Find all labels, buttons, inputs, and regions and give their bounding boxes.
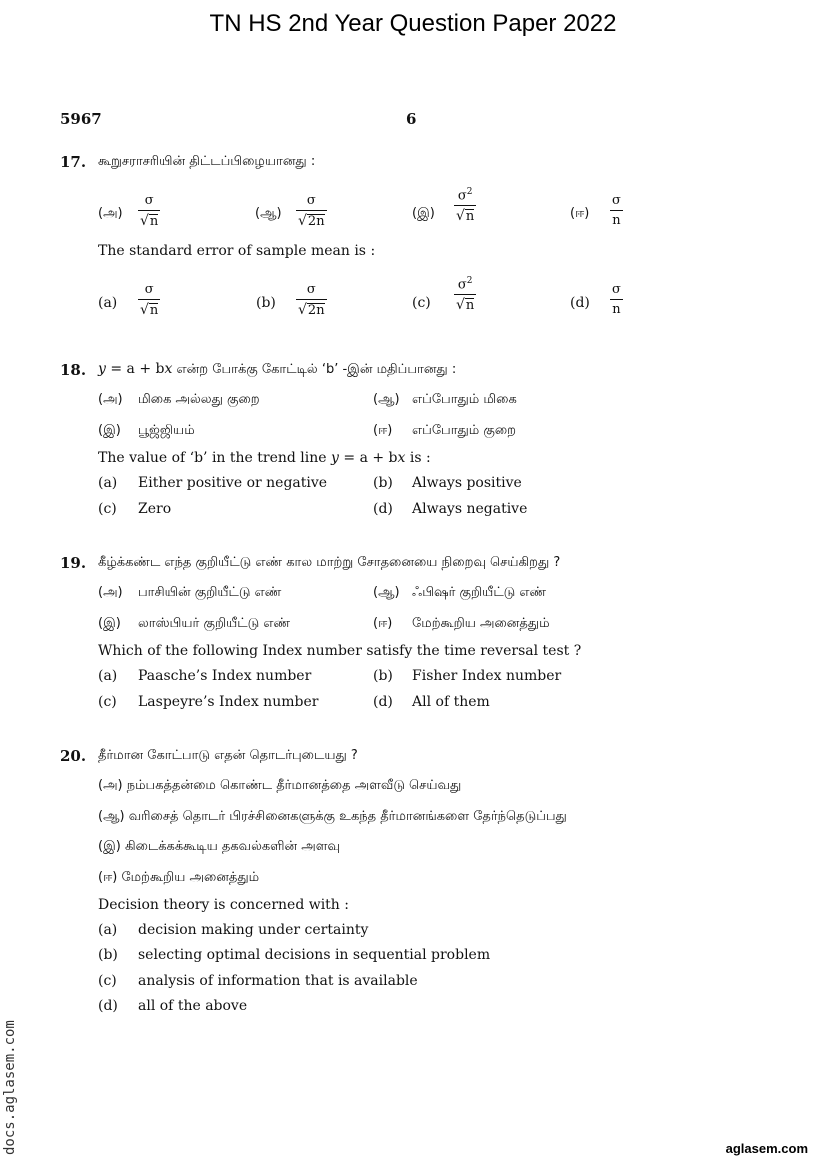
q19-en-option-b: Fisher Index number — [412, 668, 562, 684]
q20-en-label-b: (b) — [98, 947, 118, 963]
q20-en-option-b: selecting optimal decisions in sequential problem — [138, 947, 491, 963]
q18-ta-label-d: (ஈ) — [373, 423, 393, 438]
q17-en-label-c: (c) — [412, 295, 431, 311]
denominator: √n — [138, 210, 160, 228]
q20-en-option-a: decision making under certainty — [138, 922, 369, 938]
q18-en-option-b: Always positive — [412, 475, 522, 491]
numerator: $\sigma^2$ — [457, 276, 473, 293]
footer-brand-link[interactable]: aglasem.com — [725, 1141, 808, 1156]
q18-ta-option-b: எப்போதும் மிகை — [412, 392, 517, 407]
q17-ta-option-d-formula — [610, 194, 623, 227]
question-20-english: Decision theory is concerned with : — [98, 897, 349, 913]
q19-ta-option-b: ஃபிஷர் குறியீட்டு எண் — [412, 585, 547, 600]
q18-ta-option-a: மிகை அல்லது குறை — [138, 392, 260, 407]
side-watermark: docs.aglasem.com — [2, 1020, 18, 1155]
q17-en-option-a-formula — [138, 283, 160, 317]
q19-en-label-d: (d) — [373, 694, 393, 710]
q18-en-option-d: Always negative — [412, 501, 528, 517]
numerator: σ — [306, 282, 316, 297]
question-17-tamil: கூறுசராசரியின் திட்டப்பிழையானது : — [98, 154, 316, 169]
q18-ta-label-c: (இ) — [98, 423, 121, 438]
q18-ta-label-a: (அ) — [98, 392, 123, 407]
denominator: n — [610, 299, 622, 316]
q18-en-label-c: (c) — [98, 501, 117, 517]
q17-ta-option-b-formula — [296, 194, 327, 228]
q17-ta-label-b: (ஆ) — [255, 206, 282, 221]
question-18-tamil: y = a + bx என்ற போக்கு கோட்டில் ‘b’ -இன் மதிப்பானது : — [98, 361, 457, 377]
q18-ta-label-b: (ஆ) — [373, 392, 400, 407]
q18-en-option-a: Either positive or negative — [138, 475, 328, 491]
q18-en-label-d: (d) — [373, 501, 393, 517]
question-17-english: The standard error of sample mean is : — [98, 243, 376, 259]
q20-ta-option-c: (இ) கிடைக்கக்கூடிய தகவல்களின் அளவு — [98, 839, 340, 854]
question-20-tamil: தீர்மான கோட்பாடு எதன் தொடர்புடையது ? — [98, 748, 358, 763]
denominator: √n — [454, 294, 476, 312]
q20-ta-option-b: (ஆ) வரிசைத் தொடர் பிரச்சினைகளுக்கு உகந்த தீர்மானங்களை தேர்ந்தெடுப்பது — [98, 809, 567, 824]
q19-en-option-a: Paasche’s Index number — [138, 668, 312, 684]
page-number: 6 — [406, 110, 417, 128]
numerator: σ — [612, 193, 621, 208]
q17-ta-option-c-formula — [454, 188, 476, 223]
q20-en-option-c: analysis of information that is available — [138, 973, 418, 989]
numerator: σ — [612, 282, 621, 297]
q18-ta-option-c: பூஜ்ஜியம் — [138, 423, 195, 438]
q19-ta-option-c: லாஸ்பியர் குறியீட்டு எண் — [138, 616, 291, 631]
q17-ta-label-c: (இ) — [412, 206, 435, 221]
q19-ta-label-b: (ஆ) — [373, 585, 400, 600]
q18-en-option-c: Zero — [138, 501, 172, 517]
q19-ta-label-d: (ஈ) — [373, 616, 393, 631]
q19-en-label-b: (b) — [373, 668, 393, 684]
q19-en-option-d: All of them — [412, 694, 490, 710]
q19-ta-label-a: (அ) — [98, 585, 123, 600]
question-18-english: The value of ‘b’ in the trend line y = a + bx is : — [98, 450, 431, 466]
q20-en-label-d: (d) — [98, 998, 118, 1014]
denominator: √2n — [296, 299, 327, 317]
q20-ta-option-d: (ஈ) மேற்கூறிய அனைத்தும் — [98, 870, 260, 885]
q17-en-option-b-formula — [296, 283, 327, 317]
document-title: TN HS 2nd Year Question Paper 2022 — [209, 10, 617, 37]
denominator: √n — [454, 205, 476, 223]
q19-ta-label-c: (இ) — [98, 616, 121, 631]
q18-en-label-a: (a) — [98, 475, 118, 491]
q17-en-label-a: (a) — [98, 295, 118, 311]
q17-ta-label-a: (அ) — [98, 206, 123, 221]
paper-code: 5967 — [60, 110, 102, 128]
q17-en-option-c-formula — [454, 277, 476, 312]
q18-ta-option-d: எப்போதும் குறை — [412, 423, 517, 438]
question-number-18: 18. — [60, 361, 87, 379]
q17-ta-option-a-formula — [138, 194, 160, 228]
q17-en-label-d: (d) — [570, 295, 590, 311]
denominator: n — [610, 210, 622, 227]
q20-en-label-a: (a) — [98, 922, 118, 938]
q18-en-label-b: (b) — [373, 475, 393, 491]
q20-ta-option-a: (அ) நம்பகத்தன்மை கொண்ட தீர்மானத்தை அளவீடு செய்வது — [98, 778, 462, 793]
numerator: σ — [144, 282, 154, 297]
q19-en-option-c: Laspeyre’s Index number — [138, 694, 319, 710]
denominator: √n — [138, 299, 160, 317]
q20-en-label-c: (c) — [98, 973, 117, 989]
numerator: σ — [144, 193, 154, 208]
question-number-19: 19. — [60, 554, 87, 572]
q19-ta-option-d: மேற்கூறிய அனைத்தும் — [412, 616, 550, 631]
denominator: √2n — [296, 210, 327, 228]
q19-en-label-a: (a) — [98, 668, 118, 684]
question-number-17: 17. — [60, 153, 87, 171]
q17-ta-label-d: (ஈ) — [570, 206, 590, 221]
question-number-20: 20. — [60, 747, 87, 765]
q17-en-option-d-formula — [610, 283, 623, 316]
question-19-tamil: கீழ்க்கண்ட எந்த குறியீட்டு எண் கால மாற்று சோதனையை நிறைவு செய்கிறது ? — [98, 555, 561, 570]
numerator: $\sigma^2$ — [457, 187, 473, 204]
q17-en-label-b: (b) — [256, 295, 276, 311]
q19-ta-option-a: பாசியின் குறியீட்டு எண் — [138, 585, 282, 600]
numerator: σ — [306, 193, 316, 208]
q19-en-label-c: (c) — [98, 694, 117, 710]
question-19-english: Which of the following Index number satisfy the time reversal test ? — [98, 643, 582, 659]
q20-en-option-d: all of the above — [138, 998, 248, 1014]
